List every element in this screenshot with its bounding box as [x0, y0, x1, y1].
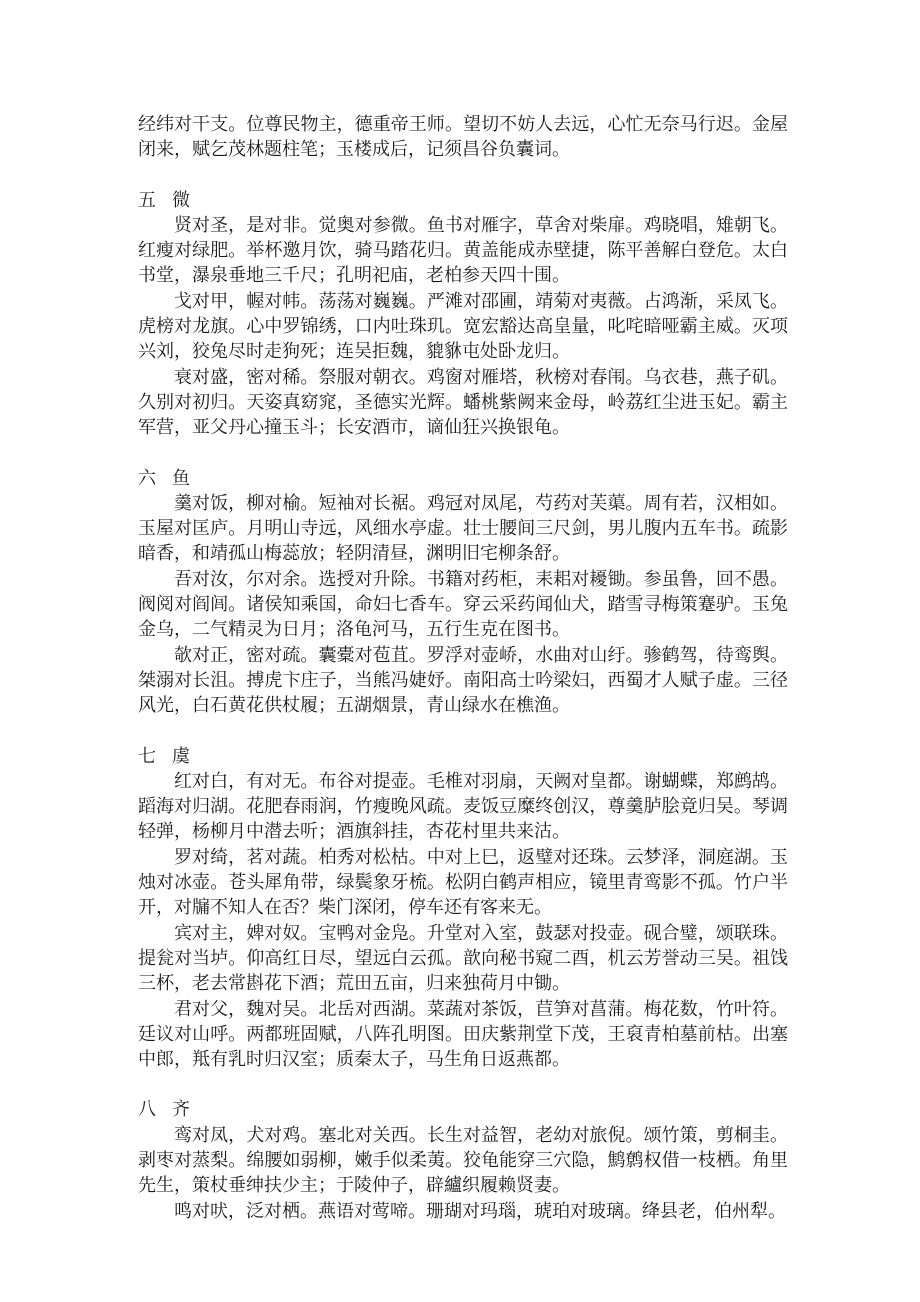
- section-title: 虞: [172, 745, 190, 767]
- document-page: [138, 112, 788, 1224]
- section-number: 五: [138, 189, 156, 211]
- paragraph: 罗对绮，茗对蔬。柏秀对松枯。中对上巳，返璧对还珠。云梦泽，洞庭湖。玉烛对冰壶。苍头犀角带，绿鬓象牙梳。松阴白鹤声相应，镜里青鸾影不孤。竹户半开，对牖不知人在否？柴门深闭，停车还有客来无。: [138, 846, 788, 919]
- section-heading: [138, 1097, 788, 1122]
- section-heading: [138, 466, 788, 491]
- section-number: 六: [138, 467, 156, 489]
- section-heading: [138, 744, 788, 769]
- section-yu-qi: [138, 744, 788, 1073]
- paragraph: 戈对甲，幄对帏。荡荡对巍巍。严滩对邵圃，靖菊对夷薇。占鸿渐，采凤飞。虎榜对龙旗。心中罗锦绣，口内吐珠玑。宽宏豁达高皇量，叱咤暗哑霸主威。灭项兴刘，狡兔尽时走狗死；连吴拒魏，貔貅屯处卧龙归。: [138, 290, 788, 363]
- section-yu: [138, 466, 788, 719]
- paragraph: 鸾对凤，犬对鸡。塞北对关西。长生对益智，老幼对旅倪。颂竹策，剪桐圭。剥枣对蒸梨。绵腰如弱柳，嫩手似柔荑。狡龟能穿三穴隐，鹪鹩权借一枝栖。角里先生，策杖垂绅扶少主；于陵仲子，辟纑织履赖贤妻。: [138, 1124, 788, 1197]
- section-heading: [138, 188, 788, 213]
- section-qi: [138, 1097, 788, 1223]
- paragraph: 衰对盛，密对稀。祭服对朝衣。鸡窗对雁塔，秋榜对春闱。乌衣巷，燕子矶。久别对初归。天姿真窈窕，圣德实光辉。蟠桃紫阙来金母，岭荔红尘进玉妃。霸主军营，亚父丹心撞玉斗；长安酒市，谪仙狂兴换银龟。: [138, 366, 788, 439]
- paragraph: 欹对正，密对疏。囊橐对苞苴。罗浮对壶峤，水曲对山纡。骖鹤驾，待鸾舆。桀溺对长沮。搏虎卞庄子，当熊冯婕妤。南阳高士吟梁妇，西蜀才人赋子虚。三径风光，白石黄花供杖履；五湖烟景，青山绿水在樵渔。: [138, 644, 788, 717]
- paragraph: 羹对饭，柳对榆。短袖对长裾。鸡冠对凤尾，芍药对芙蕖。周有若，汉相如。玉屋对匡庐。月明山寺远，风细水亭虚。壮士腰间三尺剑，男儿腹内五车书。疏影暗香，和靖孤山梅蕊放；轻阴清昼，渊明旧宅柳条舒。: [138, 492, 788, 565]
- paragraph: 吾对汝，尔对余。选授对升除。书籍对药柜，耒耜对耰锄。参虽鲁，回不愚。阀阅对阎闾。诸侯知乘国，命妇七香车。穿云采药闻仙犬，踏雪寻梅策蹇驴。玉兔金乌，二气精灵为日月；洛龟河马，五行生克在图书。: [138, 568, 788, 641]
- paragraph: 鸣对吠，泛对栖。燕语对莺啼。珊瑚对玛瑙，琥珀对玻璃。绛县老，伯州犁。: [174, 1200, 786, 1222]
- section-number: 八: [138, 1099, 156, 1121]
- paragraph: 贤对圣，是对非。觉奥对参微。鱼书对雁字，草舍对柴扉。鸡晓唱，雉朝飞。红瘦对绿肥。举杯邀月饮，骑马踏花归。黄盖能成赤壁捷，陈平善解白登危。太白书堂，瀑泉垂地三千尺；孔明祀庙，老柏参天四十围。: [138, 214, 788, 287]
- section-wei: [138, 188, 788, 441]
- section-title: 齐: [172, 1099, 190, 1121]
- paragraph: 红对白，有对无。布谷对提壶。毛椎对羽扇，天阙对皇都。谢蝴蝶，郑鹧鸪。蹈海对归湖。花肥春雨润，竹瘦晚风疏。麦饭豆糜终创汉，尊羹胪脍竟归吴。琴调轻弹，杨柳月中潜去听；酒旗斜挂，杏花村里共来沽。: [138, 770, 788, 843]
- paragraph: 君对父，魏对吴。北岳对西湖。菜蔬对茶饭，苣笋对菖蒲。梅花数，竹叶符。廷议对山呼。两都班固赋，八阵孔明图。田庆紫荆堂下茂，王裒青柏墓前枯。出塞中郎，羝有乳时归汉室；质秦太子，马生角日返燕都。: [138, 998, 788, 1071]
- paragraph: 宾对主，婢对奴。宝鸭对金凫。升堂对入室，鼓瑟对投壶。砚合璧，颂联珠。提瓮对当垆。仰高红日尽，望远白云孤。歆向秘书窥二酉，机云芳誉动三吴。祖饯三杯，老去常斟花下酒；荒田五亩，归来独荷月中锄。: [138, 922, 788, 995]
- section-title: 微: [172, 189, 190, 211]
- section-number: 七: [138, 745, 156, 767]
- section-title: 鱼: [172, 467, 190, 489]
- intro-paragraph: 经纬对干支。位尊民物主，德重帝王师。望切不妨人去远，心忙无奈马行迟。金屋闭来，赋乞茂林题柱笔；玉楼成后，记须昌谷负囊词。: [138, 114, 788, 161]
